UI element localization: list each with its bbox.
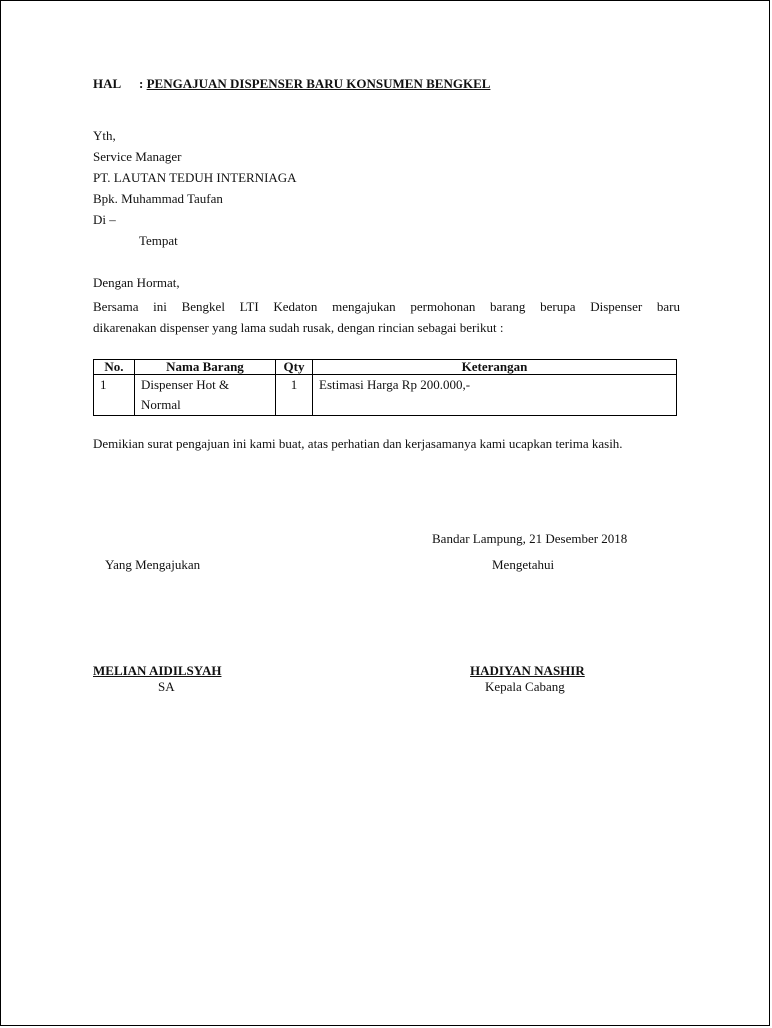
recipient-line: Di – xyxy=(93,212,116,227)
subject-value: PENGAJUAN DISPENSER BARU KONSUMEN BENGKEL xyxy=(146,76,491,91)
recipient-line: PT. LAUTAN TEDUH INTERNIAGA xyxy=(93,170,297,185)
body-line-2: dikarenakan dispenser yang lama sudah rusak, dengan rincian sebagai berikut : xyxy=(93,320,504,335)
recipient-place: Tempat xyxy=(139,233,178,248)
signature-left-name: MELIAN AIDILSYAH xyxy=(93,663,222,678)
signature-left-title: Yang Mengajukan xyxy=(105,557,201,572)
closing-paragraph: Demikian surat pengajuan ini kami buat, atas perhatian dan kerjasamanya kami ucapkan terima kasih. xyxy=(93,436,623,451)
subject-label: HAL xyxy=(93,76,122,91)
header-name: Nama Barang xyxy=(135,360,276,375)
signature-right-role: Kepala Cabang xyxy=(485,679,565,694)
body-line-1: Bersama ini Bengkel LTI Kedaton mengajukan permohonan barang berupa Dispenser baru xyxy=(93,299,680,314)
table-row xyxy=(94,375,677,416)
cell-qty: 1 xyxy=(276,375,313,416)
recipient-block xyxy=(93,128,297,254)
recipient-line: Bpk. Muhammad Taufan xyxy=(93,191,223,206)
body-paragraph xyxy=(93,296,680,338)
signature-right-title: Mengetahui xyxy=(492,557,555,572)
cell-name: Dispenser Hot & Normal xyxy=(135,375,276,416)
header-qty: Qty xyxy=(276,360,313,375)
place-date: Bandar Lampung, 21 Desember 2018 xyxy=(432,531,628,546)
header-no: No. xyxy=(94,360,135,375)
recipient-line: Service Manager xyxy=(93,149,182,164)
subject-line xyxy=(93,76,490,92)
header-note: Keterangan xyxy=(313,360,677,375)
cell-no: 1 xyxy=(94,375,135,416)
subject-separator: : xyxy=(139,76,144,91)
items-table xyxy=(93,359,677,416)
recipient-line: Yth, xyxy=(93,128,116,143)
signature-right-name: HADIYAN NASHIR xyxy=(470,663,585,678)
greeting: Dengan Hormat, xyxy=(93,275,180,290)
signature-left-role: SA xyxy=(158,679,175,694)
table-header-row xyxy=(94,360,677,375)
cell-note: Estimasi Harga Rp 200.000,- xyxy=(313,375,677,416)
